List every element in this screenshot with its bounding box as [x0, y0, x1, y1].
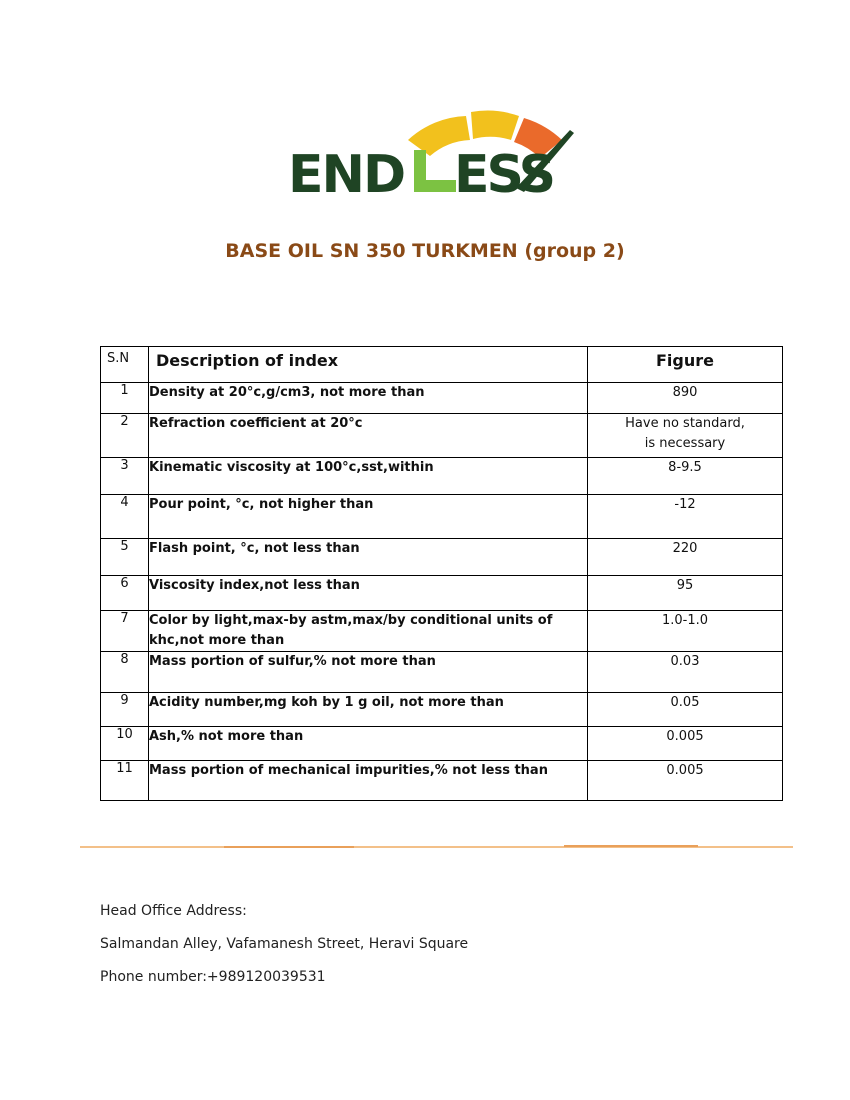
table-row	[101, 727, 783, 761]
row-description: Refraction coefficient at 20°c	[149, 414, 588, 458]
header-description-label: Description of index	[156, 351, 339, 370]
endless-logo-graphic	[286, 100, 586, 210]
table-row	[101, 539, 783, 576]
address-line: Salmandan Alley, Vafamanesh Street, Heravi Square	[100, 936, 469, 952]
divider-accent	[224, 846, 354, 848]
row-sn: 9	[101, 693, 149, 727]
row-sn: 10	[101, 727, 149, 761]
phone-number: Phone number:+989120039531	[100, 969, 326, 985]
header-sn	[101, 347, 149, 383]
row-figure: -12	[588, 495, 783, 539]
table-row	[101, 414, 783, 458]
document-title: BASE OIL SN 350 TURKMEN (group 2)	[225, 240, 625, 262]
row-figure: 0.05	[588, 693, 783, 727]
table-row	[101, 761, 783, 801]
row-description: Ash,% not more than	[149, 727, 588, 761]
row-figure: 0.03	[588, 652, 783, 693]
table-row	[101, 495, 783, 539]
svg-text:END: END	[288, 145, 405, 205]
row-sn: 2	[101, 414, 149, 458]
row-description: Kinematic viscosity at 100°c,sst,within	[149, 458, 588, 495]
row-figure: Have no standard, is necessary	[588, 414, 783, 458]
spec-table	[100, 346, 783, 801]
footer-divider	[80, 846, 793, 848]
row-sn: 1	[101, 383, 149, 414]
table-row	[101, 693, 783, 727]
row-description: Flash point, °c, not less than	[149, 539, 588, 576]
endless-logo	[286, 100, 586, 210]
row-sn: 4	[101, 495, 149, 539]
row-description: Acidity number,mg koh by 1 g oil, not more than	[149, 693, 588, 727]
table-row	[101, 458, 783, 495]
header-description	[149, 347, 588, 383]
header-figure	[588, 347, 783, 383]
row-sn: 5	[101, 539, 149, 576]
row-description: Mass portion of sulfur,% not more than	[149, 652, 588, 693]
row-figure: 0.005	[588, 727, 783, 761]
row-figure: 0.005	[588, 761, 783, 801]
row-sn: 11	[101, 761, 149, 801]
row-figure: 8-9.5	[588, 458, 783, 495]
row-sn: 8	[101, 652, 149, 693]
table-row	[101, 576, 783, 611]
row-figure: 890	[588, 383, 783, 414]
table-row	[101, 383, 783, 414]
row-figure: 1.0-1.0	[588, 611, 783, 652]
row-sn: 6	[101, 576, 149, 611]
row-figure: 95	[588, 576, 783, 611]
row-description: Density at 20°c,g/cm3, not more than	[149, 383, 588, 414]
row-description: Viscosity index,not less than	[149, 576, 588, 611]
table-header-row	[101, 347, 783, 383]
row-description: Color by light,max-by astm,max/by conditional units of khc,not more than	[149, 611, 588, 652]
footer-address-block	[100, 903, 468, 1002]
divider-accent	[564, 845, 698, 847]
row-sn: 7	[101, 611, 149, 652]
svg-text:ESS: ESS	[454, 145, 554, 205]
row-description: Mass portion of mechanical impurities,% not less than	[149, 761, 588, 801]
table-row	[101, 611, 783, 652]
row-figure: 220	[588, 539, 783, 576]
row-sn: 3	[101, 458, 149, 495]
row-description: Pour point, °c, not higher than	[149, 495, 588, 539]
address-heading: Head Office Address:	[100, 903, 247, 919]
table-row	[101, 652, 783, 693]
header-sn-label: S.N	[107, 351, 130, 366]
header-figure-label: Figure	[656, 351, 714, 370]
